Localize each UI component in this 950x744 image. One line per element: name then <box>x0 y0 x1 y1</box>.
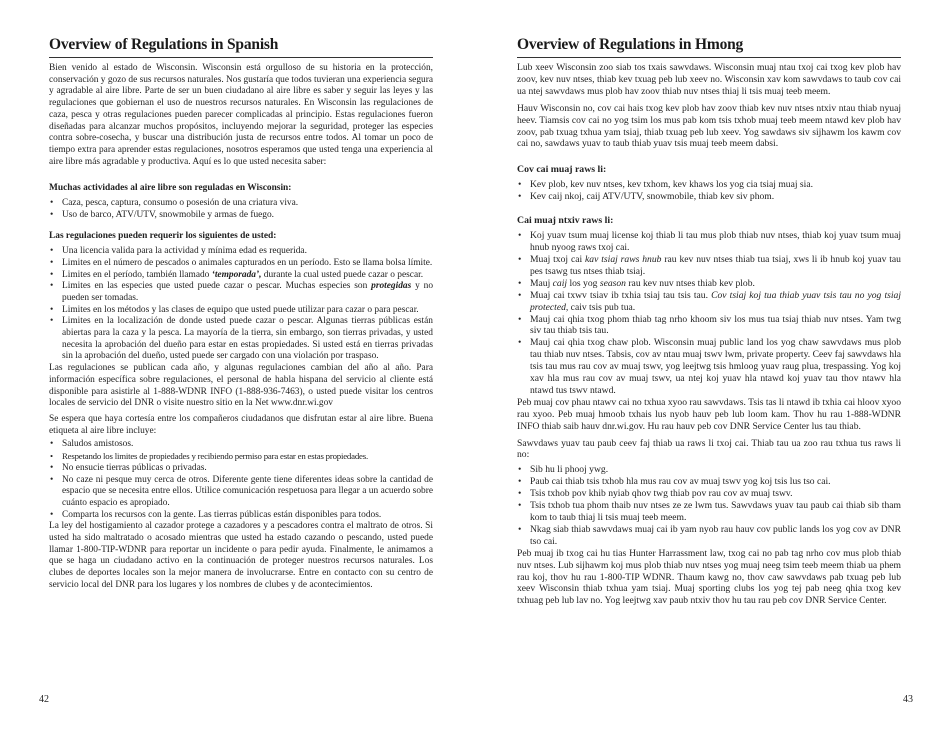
bullet-list <box>517 464 901 547</box>
page-number: 42 <box>39 694 49 705</box>
page-title: Overview of Regulations in Hmong <box>517 36 901 58</box>
paragraph: Se espera que haya cortesía entre los compañeros ciudadanos que disfrutan estar al aire libre. Buena etiqueta al aire libre incluye: <box>49 413 433 436</box>
bullet-list <box>517 230 901 397</box>
list-item: • Sib hu li phooj ywg. <box>518 464 609 476</box>
list-item: • No caze ni pesque muy cerca de otros. Diferente gente tiene diferentes ideas sobre la cantidad de espacio que se necesita entre ellos. Utilice comunicación respetuosa para llegar a un acuerdo sobre cuánto espacio es apropiado. <box>50 474 433 508</box>
list-item: • Tsis txhob pov khib nyiab qhov twg thiab pov rau cov av muaj tswv. <box>518 488 793 500</box>
bullet-list <box>49 198 433 221</box>
intro-paragraph: Hauv Wisconsin no, cov cai hais txog kev plob hav zoov thiab kev nuv ntses ntxiv ntau thiab nyuaj heev. Tiamsis cov cai no yog tsim los mus pab kom tsis txhob muaj teeb meem ntawd kev plob hav zoov, pab txuag txhua yam tsiaj, thiab txuag peb lub xeev. Yog sawdaws siv sijhawm los kawm cov cai no, sawdaws yuav to taub thiab yuav tsis muaj teeb meem dabsi. <box>517 102 901 150</box>
list-item: • Una licencia valida para la actividad y mínima edad es requerida. <box>50 246 307 257</box>
page-number: 43 <box>903 694 913 705</box>
list-item: • Limites en el número de pescados o animales capturados en un período. Esto se llama bolsa límite. <box>50 257 433 268</box>
list-item: • Respetando los limites de propiedades y recibiendo permiso para estar en estas propiedades. <box>50 451 368 462</box>
list-item: • Mauj cai qhia txog chaw plob. Wisconsin muaj public land los yog chaw sawvdaws mus plob tau thiab nuv ntses. Tabsis, cov av ntau muaj tswv lwm, private property. Ceev faj sawvdaws hla tsis tau mus rau cov av muaj tswv, yog leejtwg tsis hmloog yuav raug plua, trespassing. Yog koj xav hla mus rau cov av muaj tswv, ua ntej koj yuav hla ntawd koj yuav tau thov ntawv hla ntawd tus tswv ntawd. <box>518 337 901 396</box>
list-item: • Paub cai thiab tsis txhob hla mus rau cov av muaj tswv yog koj tsis lus tso cai. <box>518 476 831 488</box>
intro-paragraph: Bien venido al estado de Wisconsin. Wisconsin está orgulloso de su historia en la protección, conservación y gozo de sus recursos naturales. Nos gustaría que todos tuvieran una experiencia segura y agradable al aire libre. Parte de ser un buen ciudadano al aire libre es saber y seguir las leyes y las regulaciones que gobiernan el uso de nuestros recursos naturales. En Wisconsin las regulaciones de caza, pesca y otras regulaciones pueden parecer complicadas al principio. Estas regulaciones fueron diseñadas para alcanzar muchos propósitos, incluyendo mejorar la seguridad, proteger las especies contra sobre-cosecha, y buscar una distribución justa de recursos entre todos. Al tomar un poco de tiempo extra para aprender estas regulaciones, nosotros esperamos que usted tenga una experiencia al aire libre más agradable y productiva. Aquí es lo que usted necesita saber: <box>49 63 433 167</box>
list-item: • Limites en el período, también llamado ‘temporada’, durante la cual usted puede cazar o pescar. <box>50 269 424 280</box>
list-item: • Koj yuav tsum muaj license koj thiab li tau mus plob thiab nuv ntses, thiab koj yuav tsum muaj hnub nyoog raws txoj cai. <box>518 230 901 254</box>
list-item: • Saludos amistosos. <box>50 439 134 450</box>
list-item: • Uso de barco, ATV/UTV, snowmobile y armas de fuego. <box>50 209 275 220</box>
bullet-list <box>49 246 433 363</box>
list-item: • Mauj caij los yog season rau kev nuv ntses thiab kev plob. <box>518 277 755 289</box>
list-item: • Limites en las especies que usted puede cazar o pescar. Muchas especies son protegidas y no pueden ser tomadas. <box>50 281 434 303</box>
section-heading: Las regulaciones pueden requerir los siguientes de usted: <box>49 231 277 242</box>
bullet-list <box>517 179 901 203</box>
list-item: • Mauj cai qhia txog phom thiab tag nrho khoom siv los mus tua tsiaj thiab nuv ntses. Yam twg siv tau thiab tsis tau. <box>518 313 901 337</box>
paragraph: Peb muaj cov phau ntawv cai no txhua xyoo rau sawvdaws. Tsis tas li ntawd ib txhia cai hloov xyoo rau xyoo. Peb muaj hmoob txhais lus nyob hauv peb lub loom kam. Thov hu rau 1-888-WDNR INFO thiab saib hauv dnr.wi.gov. Hu rau hauv peb cov DNR Service Center lus tau thiab. <box>517 396 901 432</box>
paragraph: Las regulaciones se publican cada año, y algunas regulaciones cambian del año al año. Para información específica sobre regulaciones, el personal de habla hispana del servicio al cliente está disponible para asistirle al 1-888-WDNR INFO (1-888-936-7463), o usted puede visitar los centros locales de servicio del DNR o visite nuestro sitio en la Net www.dnr.wi.gov <box>49 363 433 409</box>
list-item: • Caza, pesca, captura, consumo o posesión de una criatura viva. <box>50 198 299 209</box>
list-item: • Muaj cai txwv tsiav ib txhia tsiaj tau tsis tau. Cov tsiaj koj tua thiab yuav tsis tau no yog tsiaj protected, caiv tsis pub tua. <box>518 289 901 313</box>
intro-paragraph: Lub xeev Wisconsin zoo siab tos txais sawvdaws. Wisconsin muaj ntau txoj cai txog kev plob hav zoov, kev nuv ntses, thiab kev txuag peb lub xeev no. Wisconsin xav kom sawvdaws to taub cov cai ua ntej sawvdaws mus plob hav zoov thiab nuv ntses thiaj li tsis muaj teeb meem. <box>517 62 901 97</box>
paragraph: Sawvdaws yuav tau paub ceev faj thiab ua raws li txoj cai. Thiab tau ua zoo rau txhua tus raws li no: <box>517 437 901 461</box>
list-item: • Kev caij nkoj, caij ATV/UTV, snowmobile, thiab kev siv phom. <box>518 191 775 203</box>
paragraph: Peb muaj ib txog cai hu tias Hunter Harrassment law, txog cai no pab tag nrho cov mus plob thiab nuv ntses. Lub sijhawm koj mus plob thiab nuv ntses yog muaj neeg tsim teeb meem thiab ua phem rau koj, thov hu rau 1-800-TIP WDNR. Thaum kawg no, thov caw sawvdaws pab txuag peb lub xeev Wisconsin thiab txhua yam tsiaj. Muaj sporting clubs los yog tej pab neeg qhia txog kev txhuag peb lub lav no. Yog leejtwg xav paub ntxiv thov hu tau rau peb cov DNR Service Center. <box>517 547 901 607</box>
section-heading: Muchas actividades al aire libre son reguladas en Wisconsin: <box>49 183 292 194</box>
list-item: • Limites en los métodos y las clases de equipo que usted puede utilizar para cazar o para pescar. <box>50 304 419 315</box>
list-item: • Comparta los recursos con la gente. Las tierras públicas están disponibles para todos. <box>50 509 382 520</box>
page-title: Overview of Regulations in Spanish <box>49 36 433 58</box>
list-item: • Muaj txoj cai kav tsiaj raws hnub rau kev nuv ntses thiab tua tsiaj, xws li ib hnub koj yuav tau pes tsawg tus ntses thiab tsiaj. <box>518 253 901 277</box>
left-page <box>49 36 433 592</box>
section-heading: Cai muaj ntxiv raws li: <box>517 215 614 227</box>
section-heading: Cov cai muaj raws li: <box>517 164 607 176</box>
list-item: • Tsis txhob tua phom thaib nuv ntses ze ze lwm tus. Sawvdaws yuav tau paub cai thiab sib tham kom to taub thiaj li tsis muaj teeb meem. <box>518 500 901 523</box>
right-page <box>517 36 901 607</box>
paragraph: La ley del hostigamiento al cazador protege a cazadores y a pescadores contra el maltrato de otros. Si usted ha sido maltratado o acosado mientras que usted ha estado cazando o pescando, usted puede llamar 1-800-TIP-WDNR para reportar un incidente o para pedir ayuda. Finalmente, le animamos a que se haga un ciudadano activo en la continuación de proteger nuestros recursos naturales. Los clubes de deportes locales son la mejor manera de involucrarse. Entre en contacto con su centro de servicio local del DNR para los lugares y los nombres de clubes y de acontecimientos. <box>49 521 433 590</box>
list-item: • Kev plob, kev nuv ntses, kev txhom, kev khaws los yog cia tsiaj muaj sia. <box>518 179 813 191</box>
list-item: • Nkag siab thiab sawvdaws muaj cai ib yam nyob rau hauv cov public lands los yog cov av DNR tso cai. <box>518 523 901 547</box>
list-item: • Limites en la localización de donde usted puede cazar o pescar. Algunas tierras públicas están abiertas para la caza y la pesca. La mayoría de la tierra, sin embargo, son tierras privadas, y usted necesita la aprobación del dueño para estar en estas propiedades. Si usted está en tierras privadas sin la aprobación del dueño, usted puede ser cargado con una violación por traspaso. <box>50 316 433 362</box>
bullet-list <box>49 439 433 521</box>
list-item: • No ensucie tierras públicas o privadas. <box>50 462 207 473</box>
